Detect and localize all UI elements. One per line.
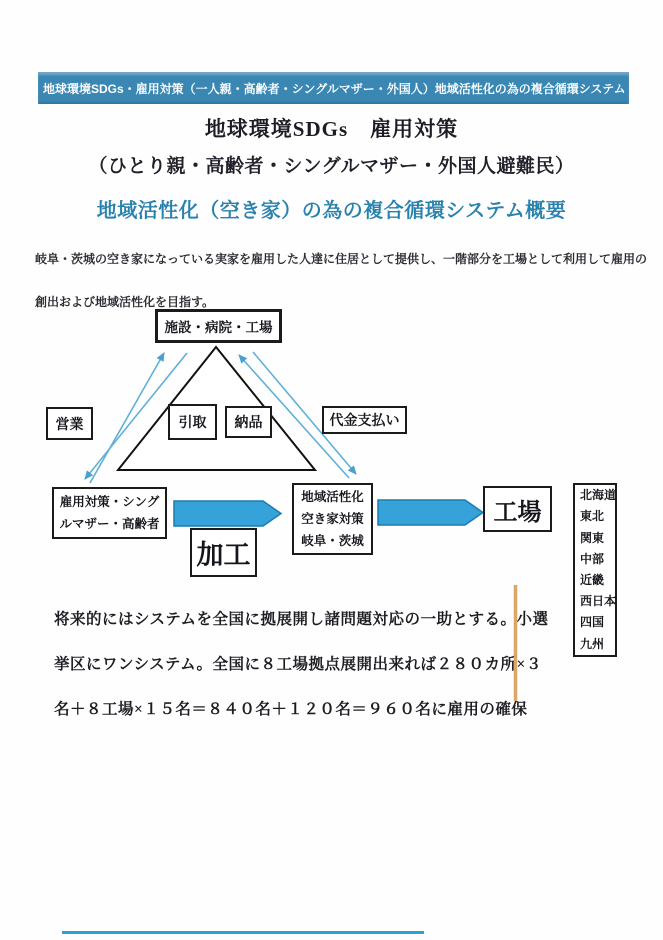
delivery-box-label: 納品 [234,416,263,431]
region-item: 近畿 [580,573,605,587]
region-item: 西日本 [580,594,617,609]
region-item: 四国 [580,615,605,630]
region-item: 中部 [580,551,605,566]
employment-box-line2: ルマザー・高齢者 [59,517,160,531]
factory-box-label: 工場 [493,499,542,526]
employment-box [52,487,167,539]
pickup-box [168,404,217,440]
pickup-box-label: 引取 [178,416,207,431]
title-overview: 地域活性化（空き家）の為の複合循環システム概要 [96,200,567,222]
payment-box-label: 代金支払い [329,414,400,429]
region-item: 九州 [580,636,605,651]
intro-line-2: 創出および地域活性化を目指す。 [35,295,215,309]
header-banner-text: 地球環境SDGs・雇用対策（一人親・高齢者・シングルマザー・外国人）地域活性化の為の複合循環システム [43,81,626,96]
title-subtitle: （ひとり親・高齢者・シングルマザー・外国人避難民） [88,156,575,177]
facility-box [155,309,282,343]
facility-box-label: 施設・病院・工場 [164,320,273,335]
region-item: 東北 [580,509,605,524]
sales-box-label: 営業 [55,417,84,433]
region-item: 関東 [580,530,605,545]
title-main: 地球環境SDGs 雇用対策 [204,117,459,141]
payment-box [322,406,407,434]
big-arrow-factory [378,500,483,525]
revitalization-box-line3: 岐阜・茨城 [301,534,364,548]
region-item: 北海道 [580,488,617,503]
processing-box-label: 加工 [196,540,251,570]
revitalization-box-line1: 地域活性化 [301,490,364,504]
factory-box [483,486,552,532]
regions-list-box [573,483,617,657]
footer-line-3: 名＋８工場×１５名＝８４０名＋１２０名＝９６０名に雇用の確保 [54,701,528,718]
footer-line-1: 将来的にはシステムを全国に拠展開し諸問題対応の一助とする。小選 [54,611,549,628]
footer-line-2: 挙区にワンシステム。全国に８工場拠点展開出来れば２８０カ所×３ [54,656,542,673]
sales-box [46,407,93,440]
processing-box [190,528,257,577]
revitalization-box-line2: 空き家対策 [301,512,364,526]
intro-line-1: 岐阜・茨城の空き家になっている実家を雇用した人達に住居として提供し、一階部分を工場として利用して雇用の [35,252,648,266]
delivery-box [225,406,272,438]
big-arrow-processing [174,501,281,526]
revitalization-box [292,483,373,555]
employment-box-line1: 雇用対策・シング [59,495,160,509]
